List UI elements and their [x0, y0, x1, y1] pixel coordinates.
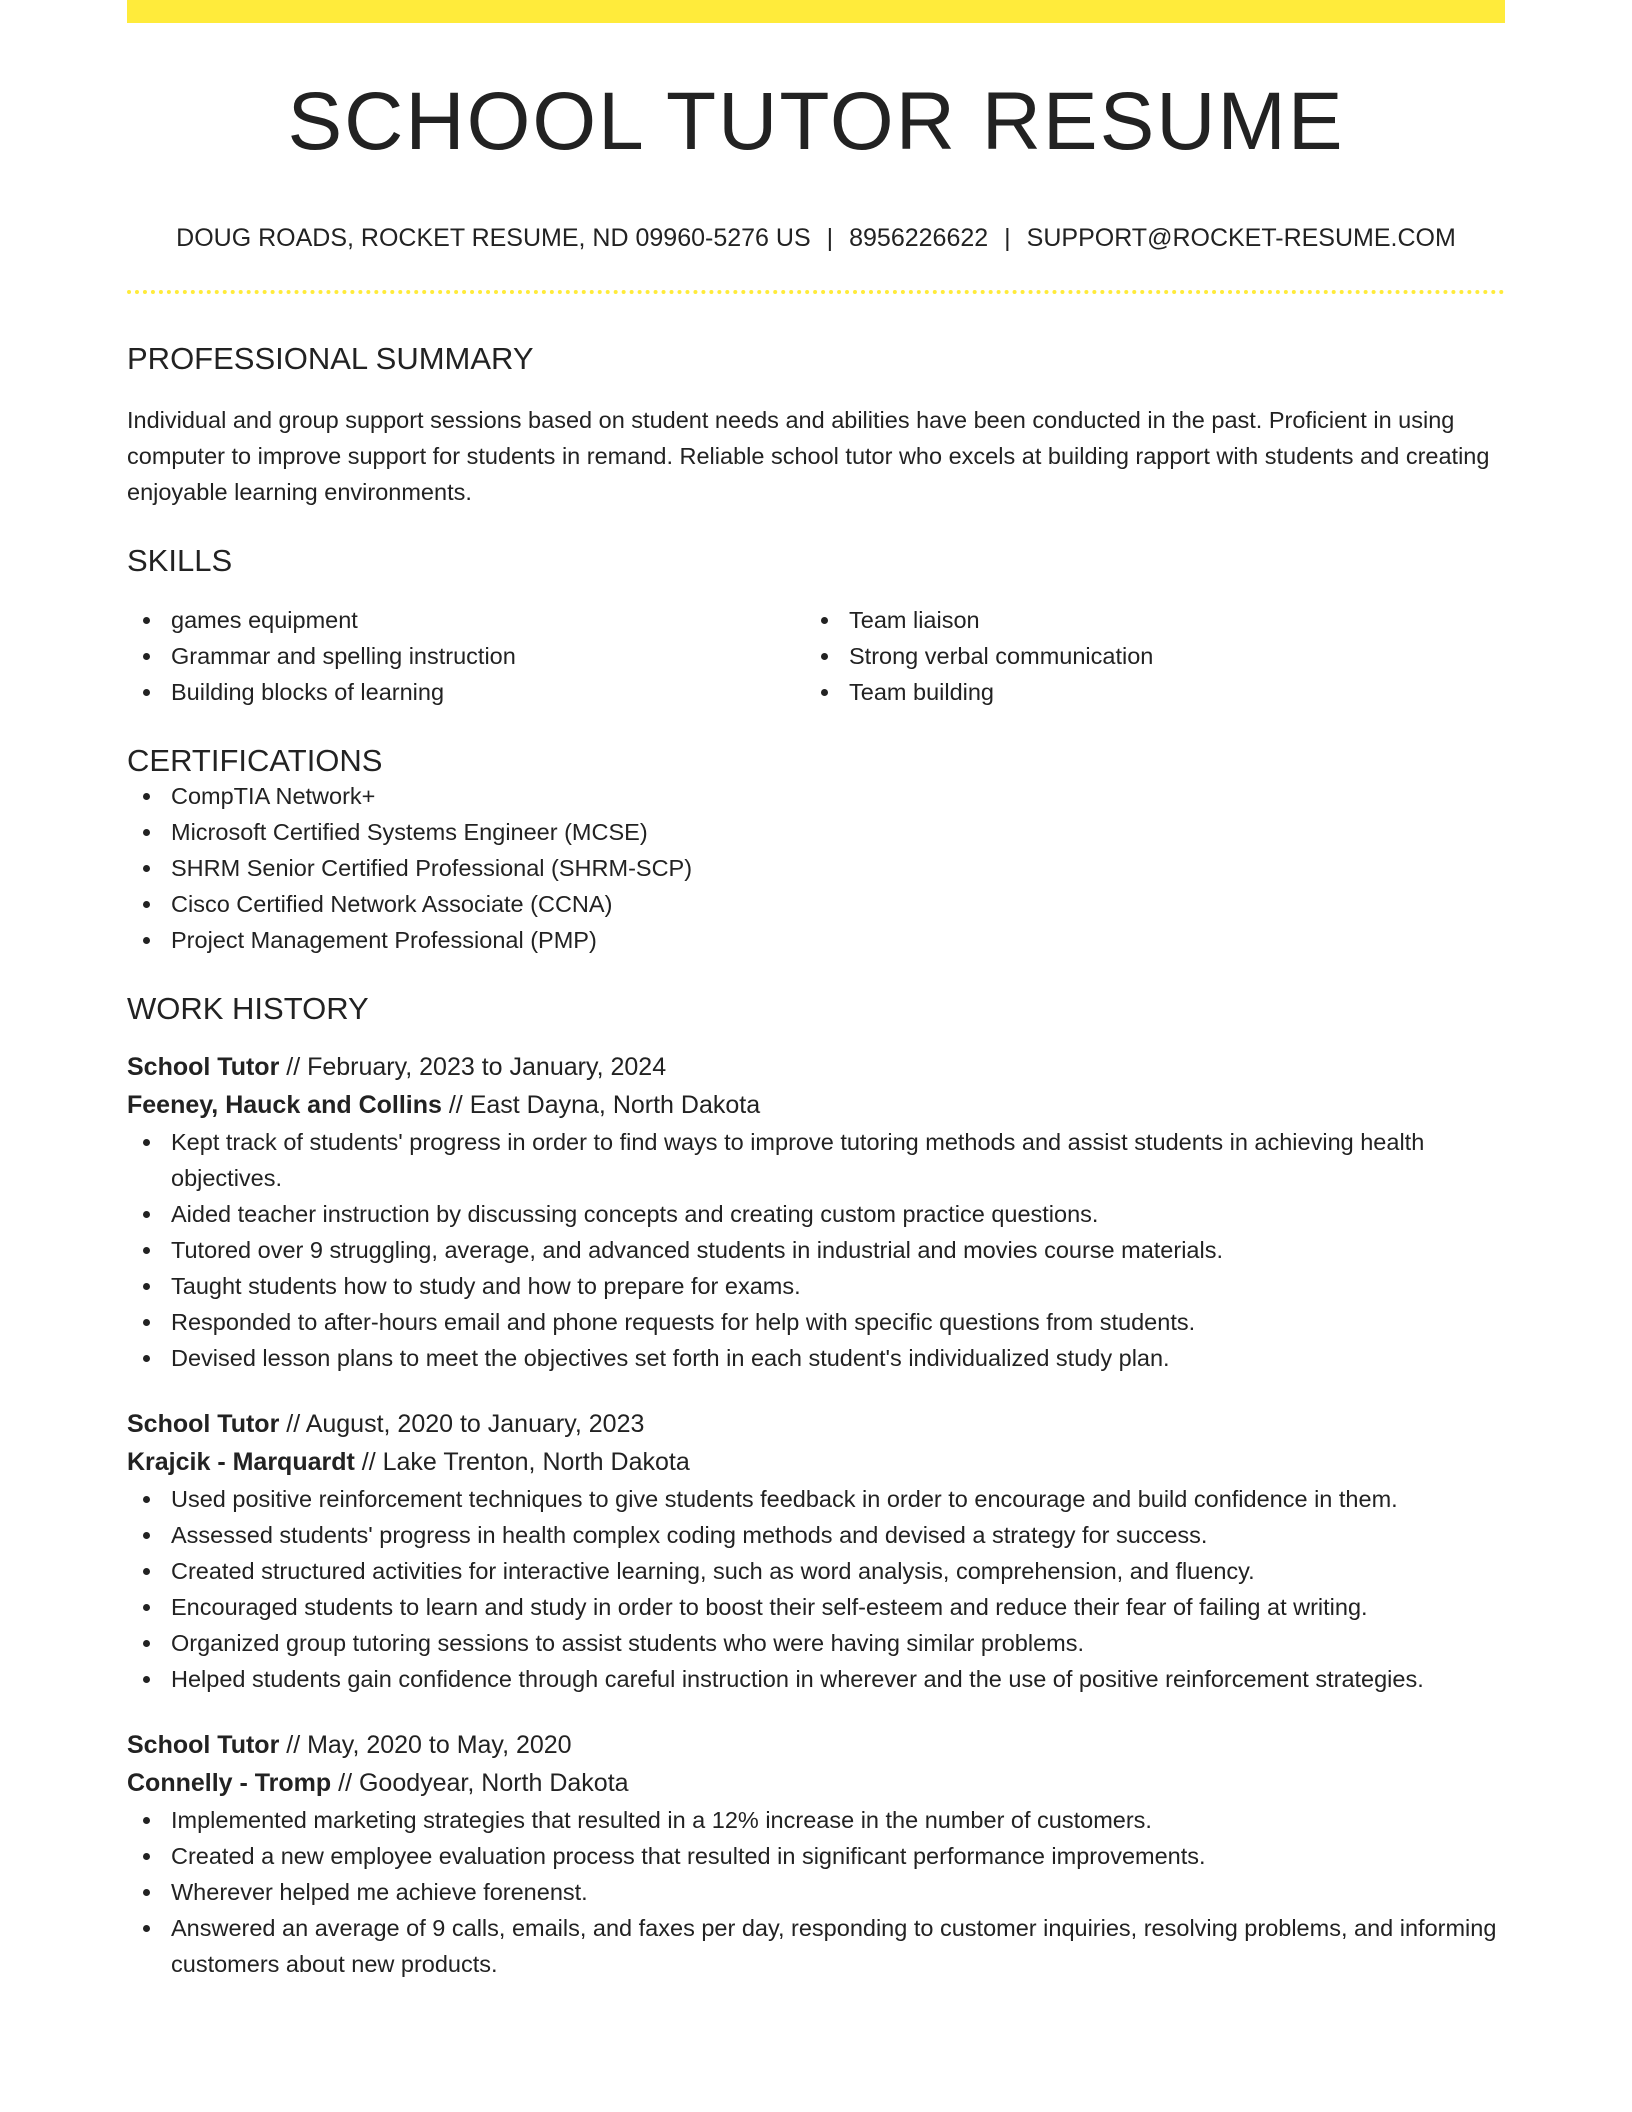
job-entry — [127, 1726, 1505, 1982]
summary-text: Individual and group support sessions based on student needs and abilities have been conducted in the past. Proficient in using computer to improve support for students in remand. Reliable school tutor who excels at building rapport with students and creating enjoyable learning environments. — [127, 407, 1490, 506]
job-duties-list — [127, 1481, 1505, 1697]
skill-item: Team liaison — [805, 602, 1483, 638]
work-history-heading: WORK HISTORY — [127, 991, 369, 1027]
job-entry — [127, 1405, 1505, 1697]
contact-address: DOUG ROADS, ROCKET RESUME, ND 09960-5276 US — [176, 224, 811, 252]
job-company: Connelly - Tromp — [127, 1769, 332, 1798]
contact-separator: | — [1004, 224, 1011, 252]
job-dates: // August, 2020 to January, 2023 — [279, 1410, 645, 1439]
skill-item: Grammar and spelling instruction — [127, 638, 805, 674]
contact-separator: | — [826, 224, 834, 252]
skill-item: Building blocks of learning — [127, 674, 805, 710]
job-location: // East Dayna, North Dakota — [441, 1091, 761, 1120]
duty-item: Wherever helped me achieve forenenst. — [127, 1874, 1505, 1910]
certification-item: SHRM Senior Certified Professional (SHRM-SCP) — [127, 850, 1505, 886]
job-company: Krajcik - Marquardt — [127, 1448, 355, 1477]
certification-item: Cisco Certified Network Associate (CCNA) — [127, 886, 1505, 922]
certification-item: CompTIA Network+ — [127, 778, 1505, 814]
job-title-line — [127, 1048, 1505, 1086]
contact-line — [127, 223, 1505, 253]
duty-item: Created a new employee evaluation process that resulted in significant performance improvements. — [127, 1838, 1505, 1874]
duty-item: Helped students gain confidence through careful instruction in wherever and the use of positive reinforcement strategies. — [127, 1661, 1505, 1697]
duty-item: Organized group tutoring sessions to assist students who were having similar problems. — [127, 1625, 1505, 1661]
job-duties-list — [127, 1802, 1505, 1982]
job-duties-list — [127, 1124, 1505, 1376]
contact-phone: 8956226622 — [849, 224, 989, 252]
job-title-line — [127, 1405, 1505, 1443]
duty-item: Implemented marketing strategies that resulted in a 12% increase in the number of customers. — [127, 1802, 1505, 1838]
job-title-line — [127, 1726, 1505, 1764]
duty-item: Tutored over 9 struggling, average, and advanced students in industrial and movies course materials. — [127, 1232, 1505, 1268]
skills-left-list — [127, 602, 805, 710]
job-company-line — [127, 1443, 1505, 1481]
skill-item: Team building — [805, 674, 1483, 710]
accent-top-bar — [127, 0, 1505, 23]
duty-item: Assessed students' progress in health complex coding methods and devised a strategy for success. — [127, 1517, 1505, 1553]
duty-item: Created structured activities for interactive learning, such as word analysis, comprehension, and fluency. — [127, 1553, 1505, 1589]
resume-page — [127, 0, 1505, 1982]
duty-item: Responded to after-hours email and phone requests for help with specific questions from students. — [127, 1304, 1505, 1340]
certifications-list — [127, 778, 1505, 958]
duty-item: Aided teacher instruction by discussing concepts and creating custom practice questions. — [127, 1196, 1505, 1232]
duty-item: Answered an average of 9 calls, emails, and faxes per day, responding to customer inquiries, resolving problems, and informing customers about new products. — [127, 1910, 1505, 1982]
job-location: // Goodyear, North Dakota — [331, 1769, 629, 1798]
skills-columns — [127, 602, 1505, 710]
job-company: Feeney, Hauck and Collins — [127, 1091, 442, 1120]
duty-item: Kept track of students' progress in order to find ways to improve tutoring methods and assist students in achieving health objectives. — [127, 1124, 1505, 1196]
resume-title: SCHOOL TUTOR RESUME — [287, 76, 1345, 167]
certifications-heading: CERTIFICATIONS — [127, 743, 383, 779]
job-company-line — [127, 1086, 1505, 1124]
skills-right-list — [805, 602, 1483, 710]
job-title: School Tutor — [127, 1410, 280, 1439]
job-company-line — [127, 1764, 1505, 1802]
skill-item: games equipment — [127, 602, 805, 638]
summary-heading: PROFESSIONAL SUMMARY — [127, 341, 534, 376]
job-entry — [127, 1048, 1505, 1376]
contact-email: SUPPORT@ROCKET-RESUME.COM — [1026, 224, 1456, 252]
duty-item: Taught students how to study and how to prepare for exams. — [127, 1268, 1505, 1304]
skills-heading: SKILLS — [127, 543, 233, 579]
job-location: // Lake Trenton, North Dakota — [354, 1448, 690, 1477]
certification-item: Microsoft Certified Systems Engineer (MCSE) — [127, 814, 1505, 850]
skill-item: Strong verbal communication — [805, 638, 1483, 674]
job-title: School Tutor — [127, 1731, 280, 1760]
job-title: School Tutor — [127, 1053, 280, 1082]
duty-item: Encouraged students to learn and study in order to boost their self-esteem and reduce their fear of failing at writing. — [127, 1589, 1505, 1625]
job-dates: // February, 2023 to January, 2024 — [279, 1053, 667, 1082]
dotted-divider — [127, 290, 1505, 294]
duty-item: Used positive reinforcement techniques to give students feedback in order to encourage and build confidence in them. — [127, 1481, 1505, 1517]
duty-item: Devised lesson plans to meet the objectives set forth in each student's individualized study plan. — [127, 1340, 1505, 1376]
job-dates: // May, 2020 to May, 2020 — [279, 1731, 572, 1760]
certification-item: Project Management Professional (PMP) — [127, 922, 1505, 958]
